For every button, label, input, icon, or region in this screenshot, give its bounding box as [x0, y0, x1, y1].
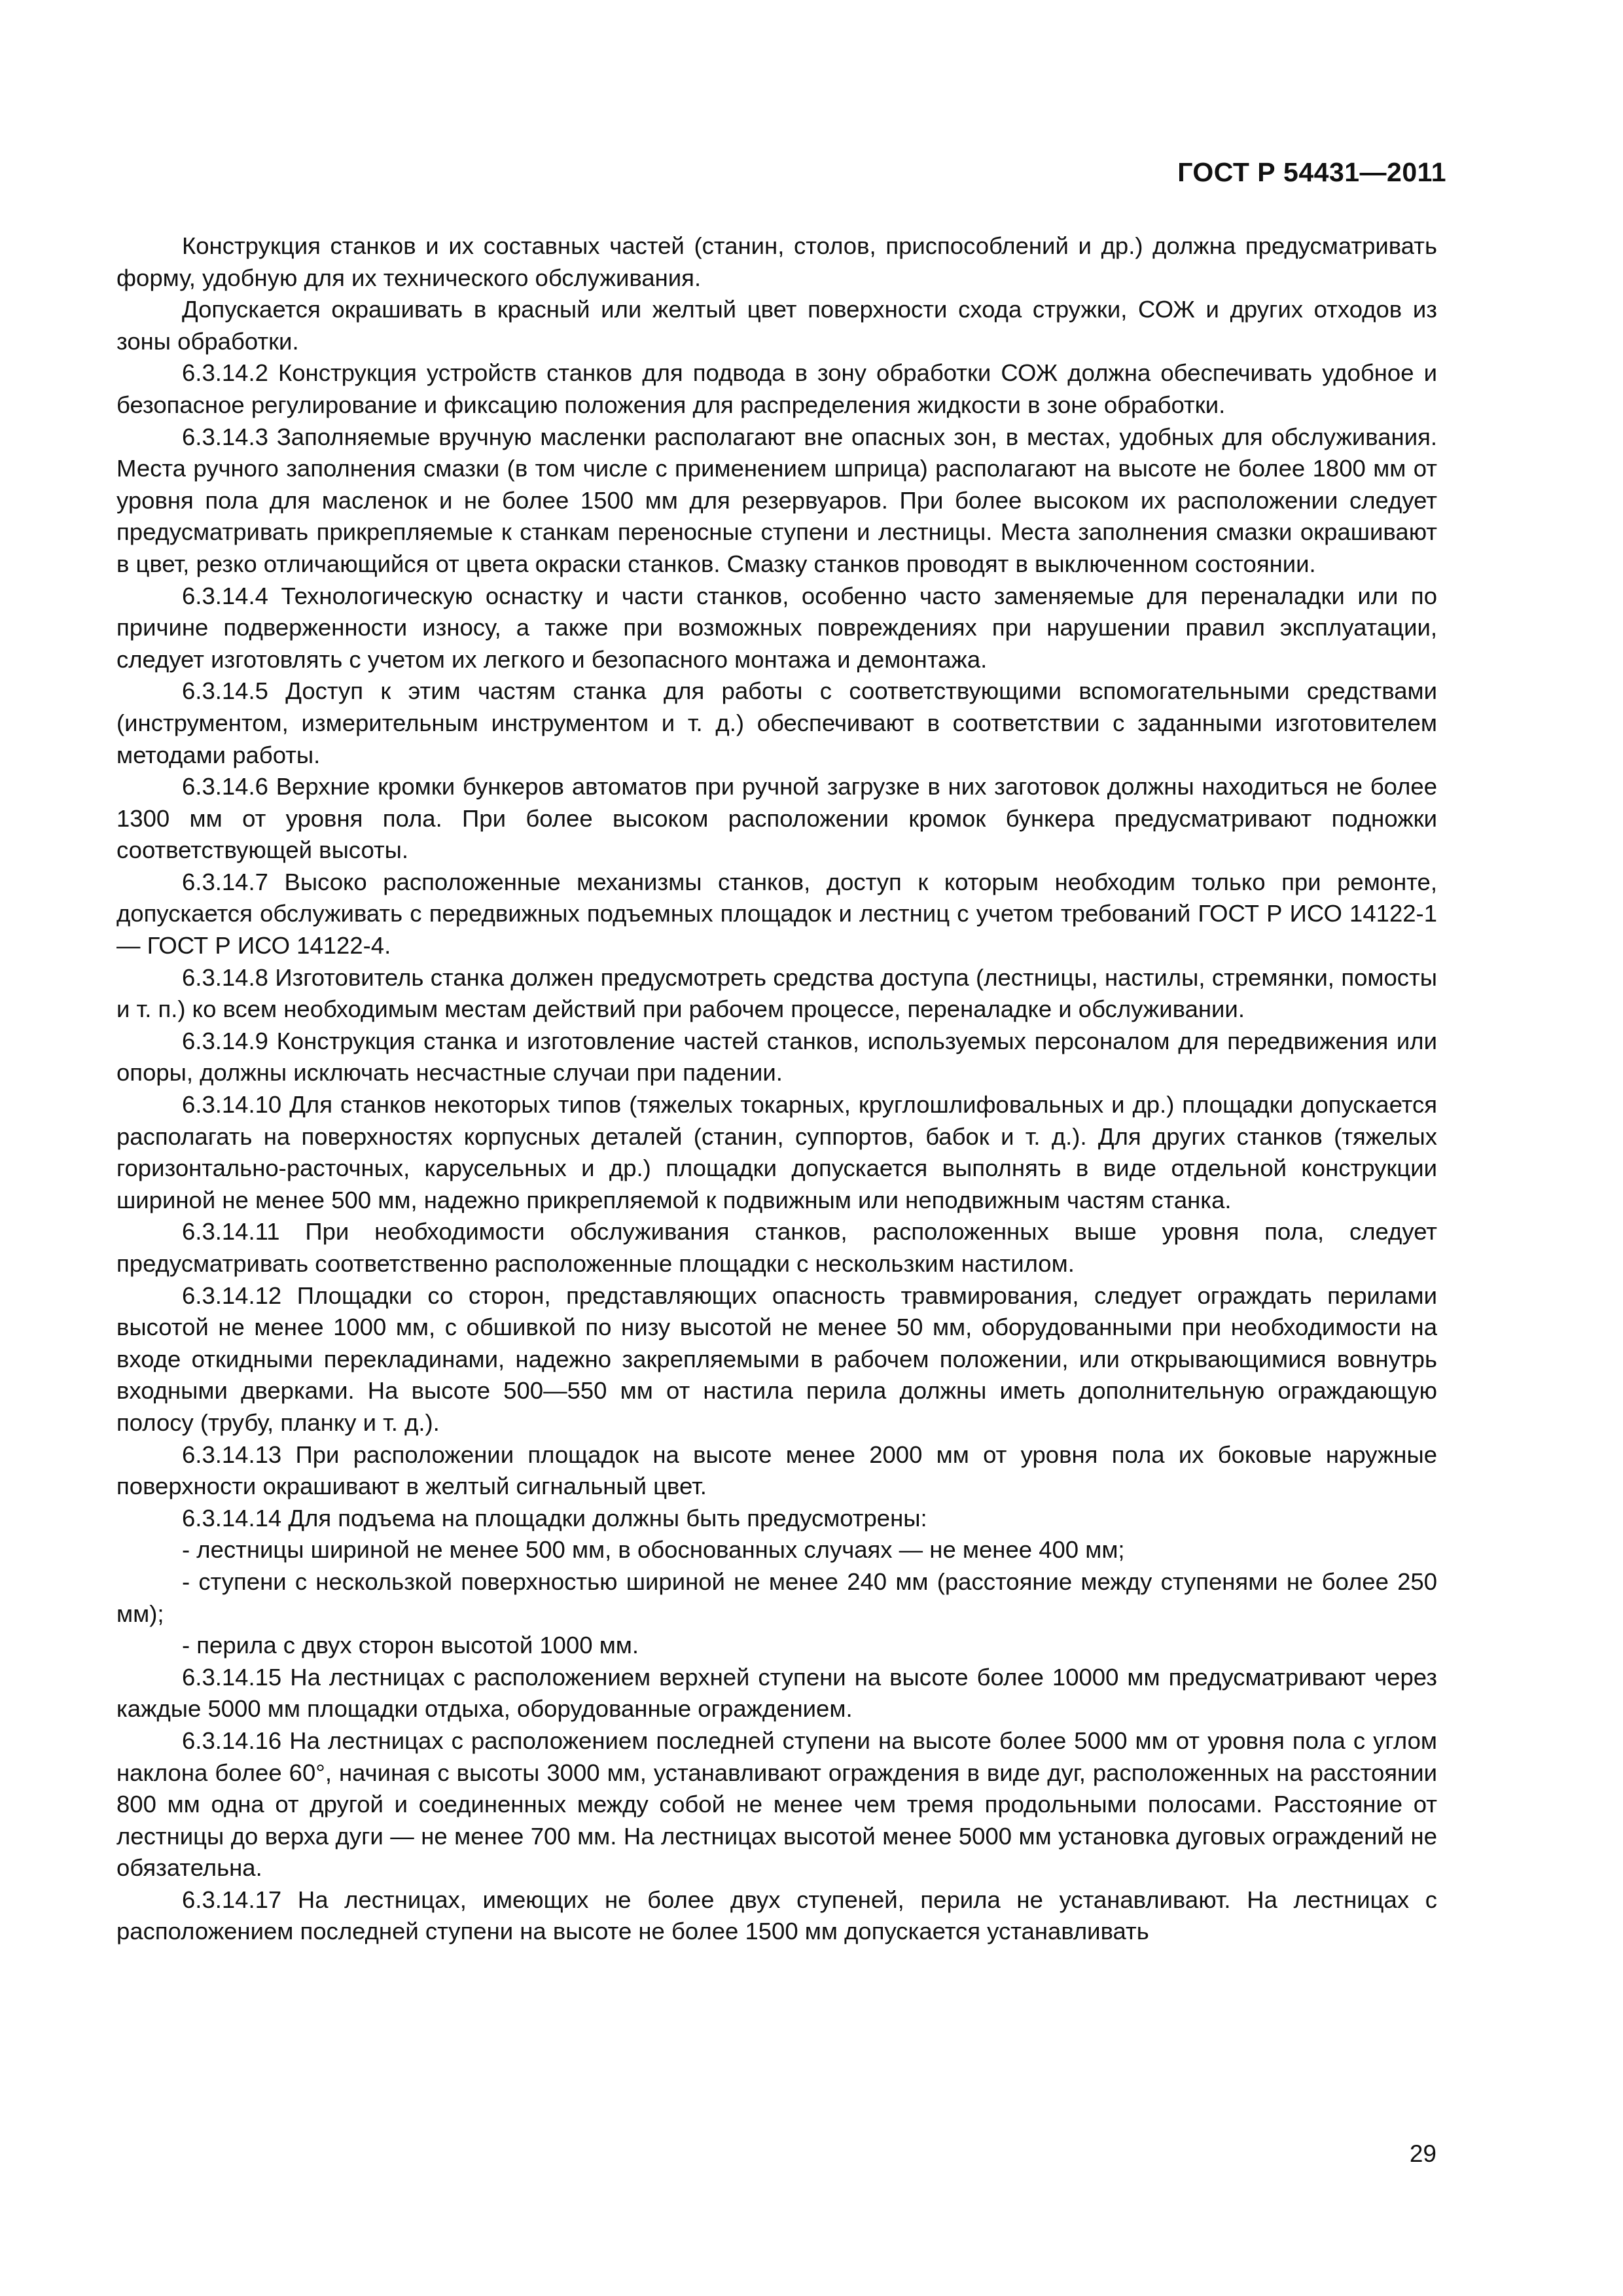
paragraph: Допускается окрашивать в красный или желтый цвет поверхности схода стружки, СОЖ и других отходов из зоны обработки. [116, 296, 1437, 355]
paragraph: Конструкция станков и их составных частей (станин, столов, приспособлений и др.) должна предусматривать форму, удобную для их технического обслуживания. [116, 232, 1437, 291]
paragraph-clause-6-3-14-14: 6.3.14.14 Для подъема на площадки должны быть предусмотрены: [182, 1504, 927, 1532]
paragraph-clause-6-3-14-11: 6.3.14.11 При необходимости обслуживания станков, расположенных выше уровня пола, следует предусматривать соответственно расположенные площадки с нескользким настилом. [116, 1218, 1437, 1277]
page-number: 29 [1409, 2140, 1436, 2167]
document-code-header: ГОСТ Р 54431—2011 [1177, 157, 1446, 187]
paragraph-clause-6-3-14-7: 6.3.14.7 Высоко расположенные механизмы станков, доступ к которым необходим только при ремонте, допускается обслуживать с передвижных подъемных площадок и лестниц с учетом требований ГОСТ Р ИСО 14122-1 — ГОСТ Р ИСО 14122-4. [116, 868, 1437, 960]
paragraph-clause-6-3-14-13: 6.3.14.13 При расположении площадок на высоте менее 2000 мм от уровня пола их боковые наружные поверхности окрашивают в желтый сигнальный цвет. [116, 1441, 1437, 1500]
paragraph-clause-6-3-14-16: 6.3.14.16 На лестницах с расположением последней ступени на высоте более 5000 мм от уровня пола с углом наклона более 60°, начиная с высоты 3000 мм, устанавливают ограждения в виде дуг, расположенных на расстоянии 800 мм одна от другой и соединенных между собой не менее чем тремя продольными полосами. Расстояние от лестницы до верха дуги — не менее 700 мм. На лестницах высотой менее 5000 мм установка дуговых ограждений не обязательна. [116, 1727, 1437, 1882]
paragraph-clause-6-3-14-15: 6.3.14.15 На лестницах с расположением верхней ступени на высоте более 10000 мм предусматривают через каждые 5000 мм площадки отдыха, оборудованные ограждением. [116, 1663, 1437, 1723]
paragraph-clause-6-3-14-3: 6.3.14.3 Заполняемые вручную масленки располагают вне опасных зон, в местах, удобных для обслуживания. Места ручного заполнения смазки (в том числе с применением шприца) располагают на высоте не более 1800 мм от уровня пола для масленок и не более 1500 мм для резервуаров. При более высоком их расположении следует предусматривать прикрепляемые к станкам переносные ступени и лестницы. Места заполнения смазки окрашивают в цвет, резко отличающийся от цвета окраски станков. Смазку станков проводят в выключенном состоянии. [116, 423, 1437, 577]
list-item: - ступени с нескользкой поверхностью шириной не менее 240 мм (расстояние между ступенями не более 250 мм); [116, 1568, 1437, 1627]
list-item: - лестницы шириной не менее 500 мм, в обоснованных случаях — не менее 400 мм; [182, 1536, 1125, 1564]
paragraph-clause-6-3-14-8: 6.3.14.8 Изготовитель станка должен предусмотреть средства доступа (лестницы, настилы, стремянки, помосты и т. п.) ко всем необходимым местам действий при рабочем процессе, переналадке и обслуживании. [116, 963, 1437, 1023]
paragraph-clause-6-3-14-10: 6.3.14.10 Для станков некоторых типов (тяжелых токарных, круглошлифовальных и др.) площадки допускается располагать на поверхностях корпусных деталей (станин, суппортов, бабок и т. д.). Для других станков (тяжелых горизонтально-расточных, карусельных и др.) площадки допускается выполнять в виде отдельной конструкции шириной не менее 500 мм, надежно прикрепляемой к подвижным или неподвижным частям станка. [116, 1091, 1437, 1213]
document-body [116, 230, 1437, 1948]
paragraph-clause-6-3-14-9: 6.3.14.9 Конструкция станка и изготовление частей станков, используемых персоналом для передвижения или опоры, должны исключать несчастные случаи при падении. [116, 1027, 1437, 1086]
paragraph-clause-6-3-14-17: 6.3.14.17 На лестницах, имеющих не более двух ступеней, перила не устанавливают. На лестницах с расположением последней ступени на высоте не более 1500 мм допускается устанавливать [116, 1886, 1437, 1945]
list-item: - перила с двух сторон высотой 1000 мм. [182, 1632, 639, 1659]
paragraph-clause-6-3-14-5: 6.3.14.5 Доступ к этим частям станка для работы с соответствующими вспомогательными средствами (инструментом, измерительным инструментом и т. д.) обеспечивают в соответствии с заданными изготовителем методами работы. [116, 677, 1437, 768]
paragraph-clause-6-3-14-2: 6.3.14.2 Конструкция устройств станков для подвода в зону обработки СОЖ должна обеспечивать удобное и безопасное регулирование и фиксацию положения для распределения жидкости в зоне обработки. [116, 359, 1437, 418]
paragraph-clause-6-3-14-12: 6.3.14.12 Площадки со сторон, представляющих опасность травмирования, следует ограждать перилами высотой не менее 1000 мм, с обшивкой по низу высотой не менее 50 мм, оборудованными при необходимости на входе откидными перекладинами, надежно закрепляемыми в рабочем положении, или открывающимися вовнутрь входными дверками. На высоте 500—550 мм от настила перила должны иметь дополнительную ограждающую полосу (трубу, планку и т. д.). [116, 1282, 1437, 1436]
paragraph-clause-6-3-14-4: 6.3.14.4 Технологическую оснастку и части станков, особенно часто заменяемые для переналадки или по причине подверженности износу, а также при возможных повреждениях при нарушении правил эксплуатации, следует изготовлять с учетом их легкого и безопасного монтажа и демонтажа. [116, 582, 1437, 673]
paragraph-clause-6-3-14-6: 6.3.14.6 Верхние кромки бункеров автоматов при ручной загрузке в них заготовок должны находиться не более 1300 мм от уровня пола. При более высоком расположении кромок бункера предусматривают подножки соответствующей высоты. [116, 773, 1437, 864]
